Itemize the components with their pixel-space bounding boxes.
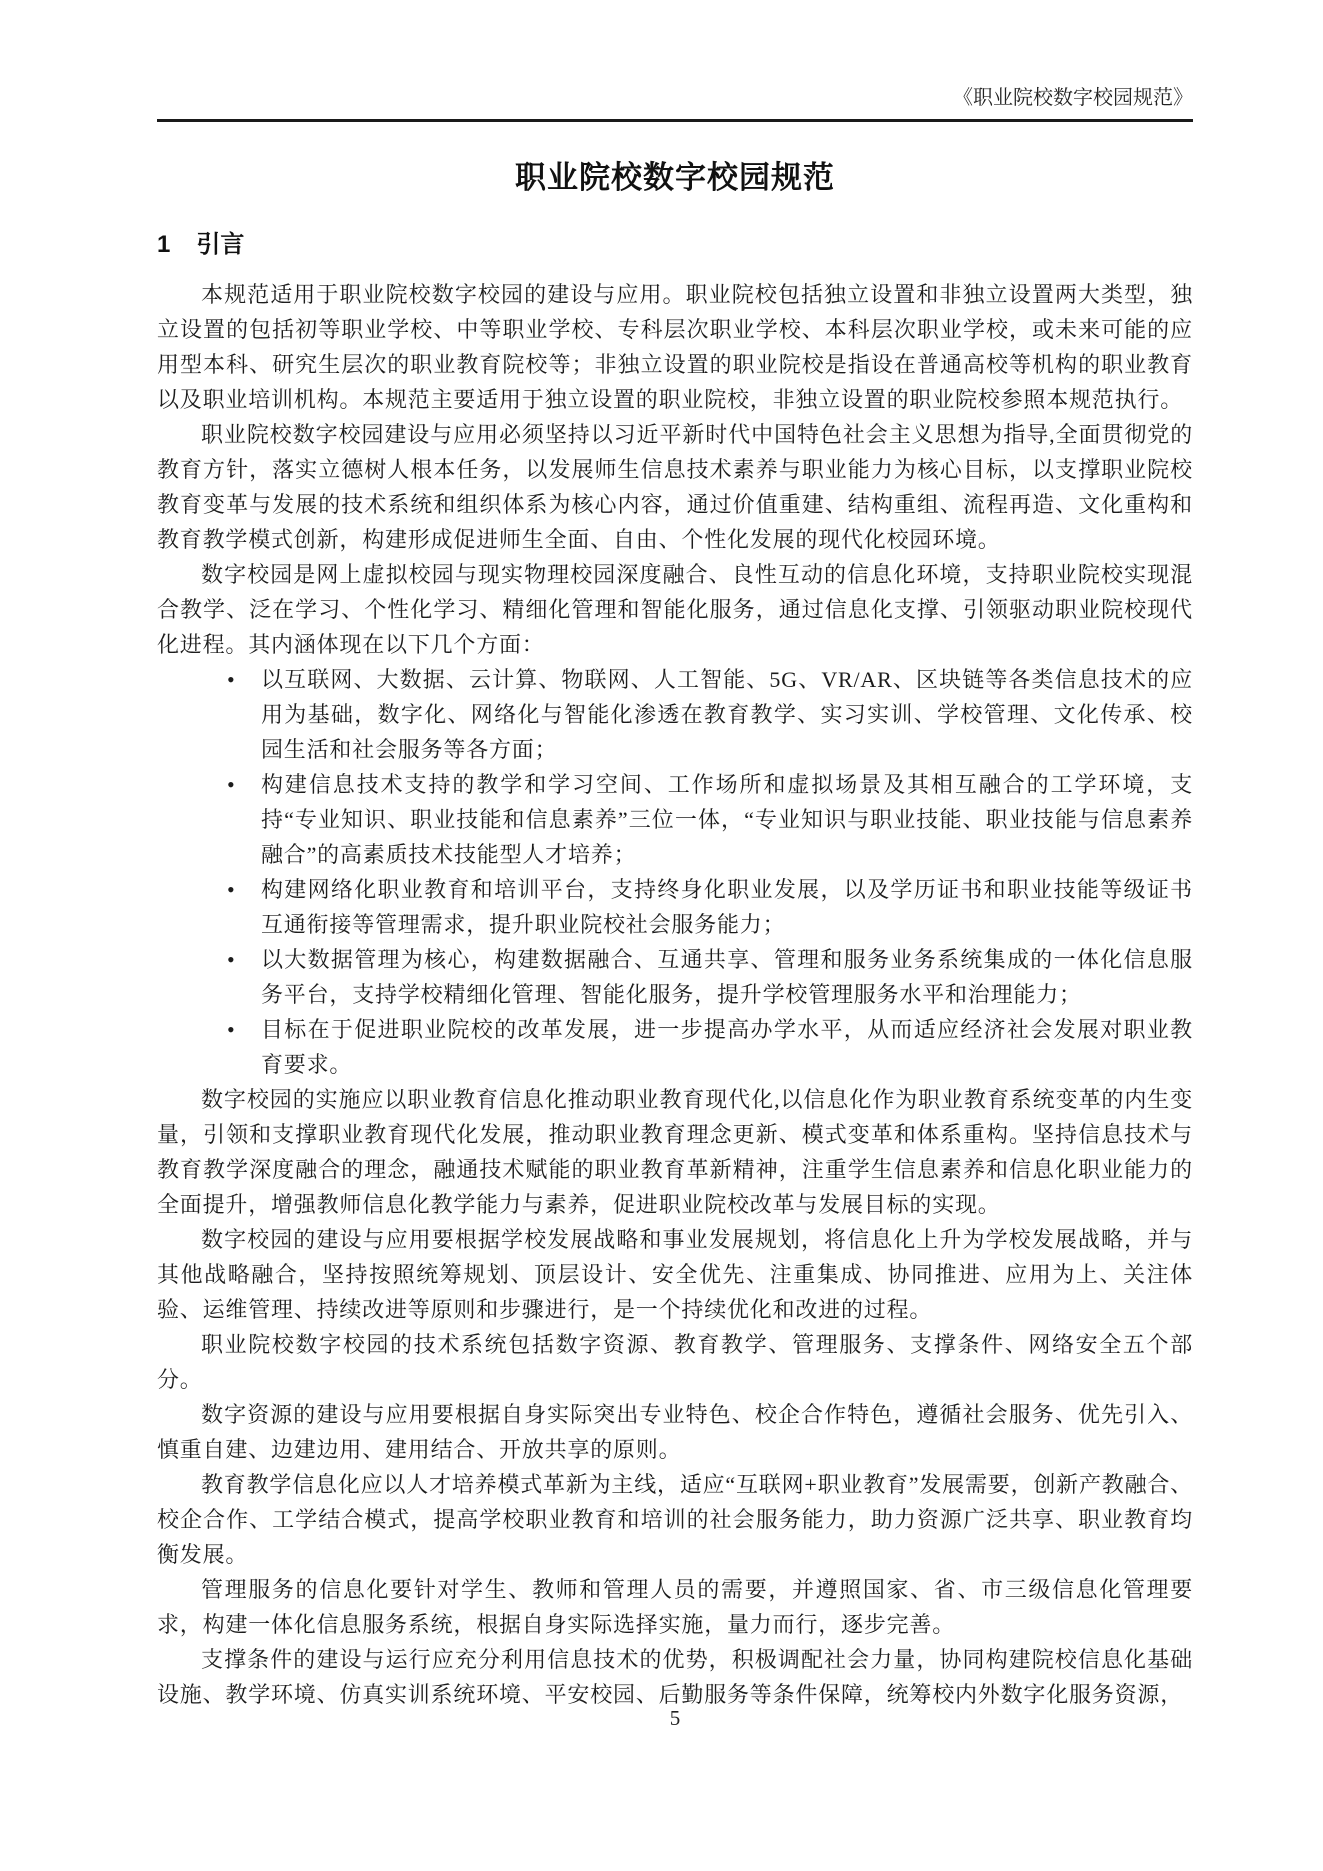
paragraph-guiding-ideology: 职业院校数字校园建设与应用必须坚持以习近平新时代中国特色社会主义思想为指导,全面贯彻党的教育方针，落实立德树人根本任务，以发展师生信息技术素养与职业能力为核心目标，以支撑职业院校教育变革与发展的技术系统和组织体系为核心内容，通过价值重建、结构重组、流程再造、文化重构和教育教学模式创新，构建形成促进师生全面、自由、个性化发展的现代化校园环境。 (157, 422, 1193, 552)
bullet-item-learning-spaces: • 构建信息技术支持的教学和学习空间、工作场所和虚拟场景及其相互融合的工学环境，支持“专业知识、职业技能和信息素养”三位一体，“专业知识与职业技能、职业技能与信息素养融合”的高素质技术技能型人才培养； (157, 767, 1193, 872)
bullet-item-training-platform: • 构建网络化职业教育和培训平台，支持终身化职业发展，以及学历证书和职业技能等级证书互通衔接等管理需求，提升职业院校社会服务能力； (157, 872, 1193, 942)
section-heading (157, 230, 1193, 260)
bullet-item-big-data: • 以大数据管理为核心，构建数据融合、互通共享、管理和服务业务系统集成的一体化信息服务平台，支持学校精细化管理、智能化服务，提升学校管理服务水平和治理能力； (157, 942, 1193, 1012)
document-body (157, 277, 1193, 1712)
bullet-list (157, 662, 1193, 1082)
running-header-text: 《职业院校数字校园规范》 (953, 87, 1193, 109)
paragraph-management-services: 管理服务的信息化要针对学生、教师和管理人员的需要，并遵照国家、省、市三级信息化管理要求，构建一体化信息服务系统，根据自身实际选择实施，量力而行，逐步完善。 (157, 1577, 1193, 1637)
running-header (157, 0, 1193, 122)
bullet-item-goal: • 目标在于促进职业院校的改革发展，进一步提高办学水平，从而适应经济社会发展对职业教育要求。 (157, 1012, 1193, 1082)
paragraph-scope: 本规范适用于职业院校数字校园的建设与应用。职业院校包括独立设置和非独立设置两大类型，独立设置的包括初等职业学校、中等职业学校、专科层次职业学校、本科层次职业学校，或未来可能的应用型本科、研究生层次的职业教育院校等；非独立设置的职业院校是指设在普通高校等机构的职业教育以及职业培训机构。本规范主要适用于独立设置的职业院校，非独立设置的职业院校参照本规范执行。 (157, 282, 1193, 412)
section-number: 1 (157, 231, 171, 258)
paragraph-implementation: 数字校园的实施应以职业教育信息化推动职业教育现代化,以信息化作为职业教育系统变革的内生变量，引领和支撑职业教育现代化发展，推动职业教育理念更新、模式变革和体系重构。坚持信息技术与教育教学深度融合的理念，融通技术赋能的职业教育革新精神，注重学生信息素养和信息化职业能力的全面提升，增强教师信息化教学能力与素养，促进职业院校改革与发展目标的实现。 (157, 1087, 1193, 1217)
paragraph-strategy: 数字校园的建设与应用要根据学校发展战略和事业发展规划，将信息化上升为学校发展战略，并与其他战略融合，坚持按照统筹规划、顶层设计、安全优先、注重集成、协同推进、应用为上、关注体验、运维管理、持续改进等原则和步骤进行，是一个持续优化和改进的过程。 (157, 1227, 1193, 1322)
section-title: 引言 (196, 231, 245, 258)
paragraph-support-conditions: 支撑条件的建设与运行应充分利用信息技术的优势，积极调配社会力量，协同构建院校信息化基础设施、教学环境、仿真实训系统环境、平安校园、后勤服务等条件保障，统筹校内外数字化服务资源， (157, 1647, 1193, 1707)
paragraph-digital-resources: 数字资源的建设与应用要根据自身实际突出专业特色、校企合作特色，遵循社会服务、优先引入、慎重自建、边建边用、建用结合、开放共享的原则。 (157, 1402, 1193, 1462)
paragraph-technical-system: 职业院校数字校园的技术系统包括数字资源、教育教学、管理服务、支撑条件、网络安全五个部分。 (157, 1332, 1193, 1392)
paragraph-digital-campus-definition: 数字校园是网上虚拟校园与现实物理校园深度融合、良性互动的信息化环境，支持职业院校实现混合教学、泛在学习、个性化学习、精细化管理和智能化服务，通过信息化支撑、引领驱动职业院校现代化进程。其内涵体现在以下几个方面： (157, 562, 1193, 657)
paragraph-teaching-informatization: 教育教学信息化应以人才培养模式革新为主线，适应“互联网+职业教育”发展需要，创新产教融合、校企合作、工学结合模式，提高学校职业教育和培训的社会服务能力，助力资源广泛共享、职业教育均衡发展。 (157, 1472, 1193, 1567)
bullet-item-info-tech: • 以互联网、大数据、云计算、物联网、人工智能、5G、VR/AR、区块链等各类信息技术的应用为基础，数字化、网络化与智能化渗透在教育教学、实习实训、学校管理、文化传承、校园生活和社会服务等各方面； (157, 662, 1193, 767)
page-number: 5 (669, 1706, 681, 1730)
document-title: 职业院校数字校园规范 (515, 160, 835, 195)
